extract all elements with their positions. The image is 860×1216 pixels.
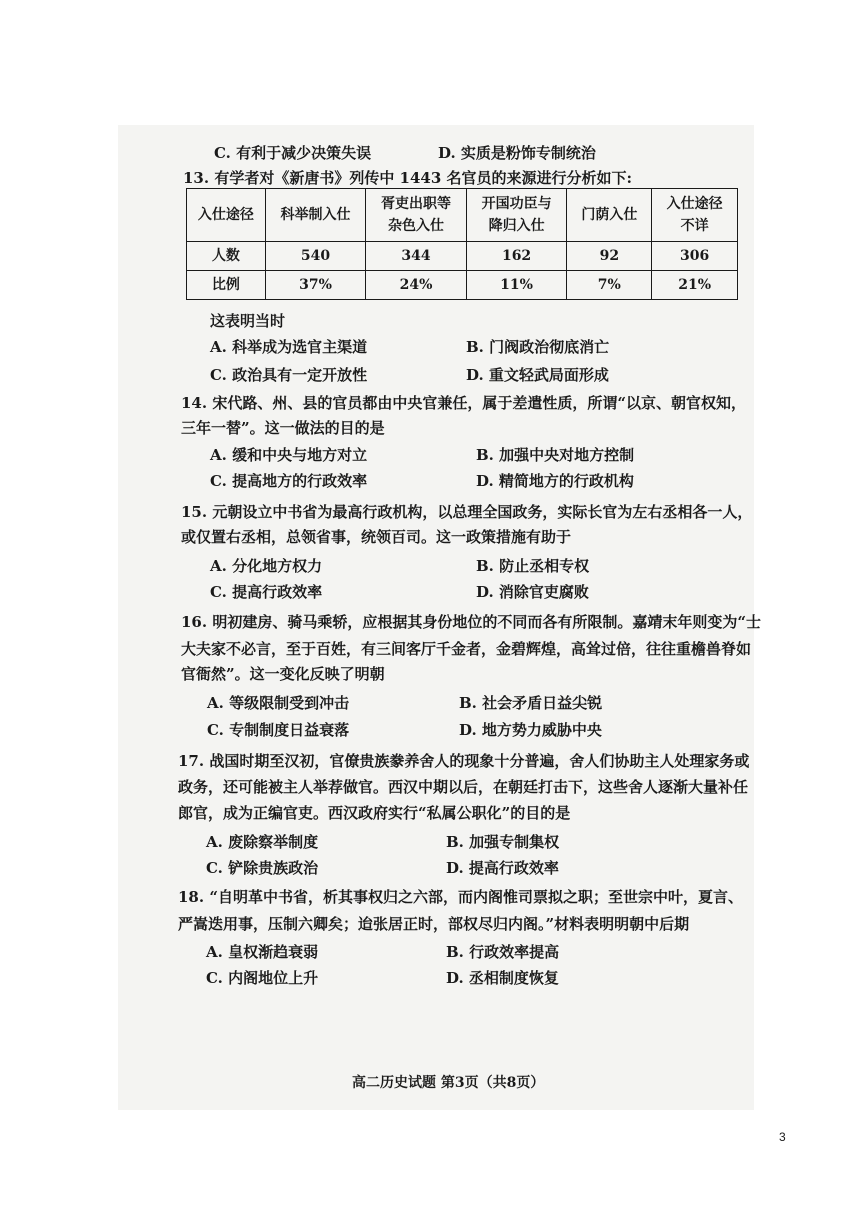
- q17-option-b: B. 加强专制集权: [446, 833, 560, 851]
- q18-option-d: D. 丞相制度恢复: [446, 969, 559, 987]
- table-header-row: [187, 189, 738, 242]
- table-header-cell: 胥吏出职等 杂色入仕: [366, 189, 467, 242]
- q17-line2: 政务，还可能被主人举荐做官。西汉中期以后，在朝廷打击下，这些舍人逐渐大量补任: [178, 778, 749, 796]
- q13-option-d: D. 重文轻武局面形成: [466, 366, 609, 384]
- q14-option-b: B. 加强中央对地方控制: [476, 446, 635, 464]
- q18-option-c: C. 内阁地位上升: [206, 969, 319, 987]
- q15-option-b: B. 防止丞相专权: [476, 557, 590, 575]
- table-cell: 162: [466, 242, 567, 271]
- table-cell: 11%: [466, 271, 567, 300]
- q17-option-d: D. 提高行政效率: [446, 859, 559, 877]
- q16-line2: 大夫家不必言，至于百姓，有三间客厅千金者，金碧辉煌，高耸过倍，往往重檐兽脊如: [181, 640, 752, 658]
- q16-line3: 官衙然”。这一变化反映了明朝: [181, 665, 385, 683]
- q18-option-b: B. 行政效率提高: [446, 943, 560, 961]
- q16-option-c: C. 专制制度日益衰落: [207, 721, 350, 739]
- table-header-cell: 入仕途径: [187, 189, 266, 242]
- q13-option-b: B. 门阀政治彻底消亡: [466, 338, 610, 356]
- table-cell: 92: [567, 242, 652, 271]
- q14-option-a: A. 缓和中央与地方对立: [210, 446, 368, 464]
- table-cell: 540: [265, 242, 366, 271]
- q15-option-d: D. 消除官吏腐败: [476, 583, 589, 601]
- q14-option-d: D. 精简地方的行政机构: [476, 472, 634, 490]
- q16-option-b: B. 社会矛盾日益尖锐: [459, 694, 603, 712]
- q16-option-d: D. 地方势力威胁中央: [459, 721, 602, 739]
- q13-table: [186, 188, 738, 300]
- q13-option-a: A. 科举成为选官主渠道: [210, 338, 368, 356]
- table-cell: 21%: [652, 271, 738, 300]
- q12-option-d: D. 实质是粉饰专制统治: [438, 144, 596, 162]
- table-cell: 306: [652, 242, 738, 271]
- q16-line1: 16. 明初建房、骑马乘轿，应根据其身份地位的不同而各有所限制。嘉靖末年则变为“士: [181, 613, 761, 631]
- q14-line2: 三年一替”。这一做法的目的是: [181, 419, 385, 437]
- table-header-cell: 入仕途径 不详: [652, 189, 738, 242]
- q15-option-c: C. 提高行政效率: [210, 583, 323, 601]
- q18-line1: 18. “自明革中书省，析其事权归之六部，而内阁惟司票拟之职；至世宗中叶，夏言、: [178, 888, 743, 906]
- table-cell: 24%: [366, 271, 467, 300]
- page-number: 3: [779, 1130, 786, 1144]
- q15-line1: 15. 元朝设立中书省为最高行政机构，以总理全国政务，实际长官为左右丞相各一人，: [181, 503, 753, 521]
- q16-option-a: A. 等级限制受到冲击: [207, 694, 350, 712]
- q17-line3: 郎官，成为正编官吏。西汉政府实行“私属公职化”的目的是: [178, 804, 571, 822]
- q14-option-c: C. 提高地方的行政效率: [210, 472, 368, 490]
- q13-option-c: C. 政治具有一定开放性: [210, 366, 368, 384]
- table-row: [187, 271, 738, 300]
- table-header-cell: 开国功臣与 降归入仕: [466, 189, 567, 242]
- q18-option-a: A. 皇权渐趋衰弱: [206, 943, 319, 961]
- table-cell: 7%: [567, 271, 652, 300]
- page-footer: 高二历史试题 第3页（共8页）: [352, 1075, 545, 1091]
- q15-option-a: A. 分化地方权力: [210, 557, 323, 575]
- q14-line1: 14. 宋代路、州、县的官员都由中央官兼任，属于差遣性质，所谓“以京、朝官权知，: [181, 394, 746, 412]
- table-cell: 比例: [187, 271, 266, 300]
- q17-line1: 17. 战国时期至汉初，官僚贵族豢养舍人的现象十分普遍，舍人们协助主人处理家务或: [178, 752, 750, 770]
- q18-line2: 严嵩迭用事，压制六卿矣；迨张居正时，部权尽归内阁。”材料表明明朝中后期: [178, 915, 690, 933]
- q15-line2: 或仅置右丞相，总领省事，统领百司。这一政策措施有助于: [181, 528, 572, 546]
- q12-option-c: C. 有利于减少决策失误: [214, 144, 372, 162]
- table-cell: 37%: [265, 271, 366, 300]
- q13-stem: 13. 有学者对《新唐书》列传中 1443 名官员的来源进行分析如下:: [183, 169, 633, 187]
- table-cell: 人数: [187, 242, 266, 271]
- table-row: [187, 242, 738, 271]
- table-header-cell: 科举制入仕: [265, 189, 366, 242]
- q17-option-a: A. 废除察举制度: [206, 833, 319, 851]
- q13-stem2: 这表明当时: [210, 312, 286, 330]
- q17-option-c: C. 铲除贵族政治: [206, 859, 319, 877]
- table-cell: 344: [366, 242, 467, 271]
- table-header-cell: 门荫入仕: [567, 189, 652, 242]
